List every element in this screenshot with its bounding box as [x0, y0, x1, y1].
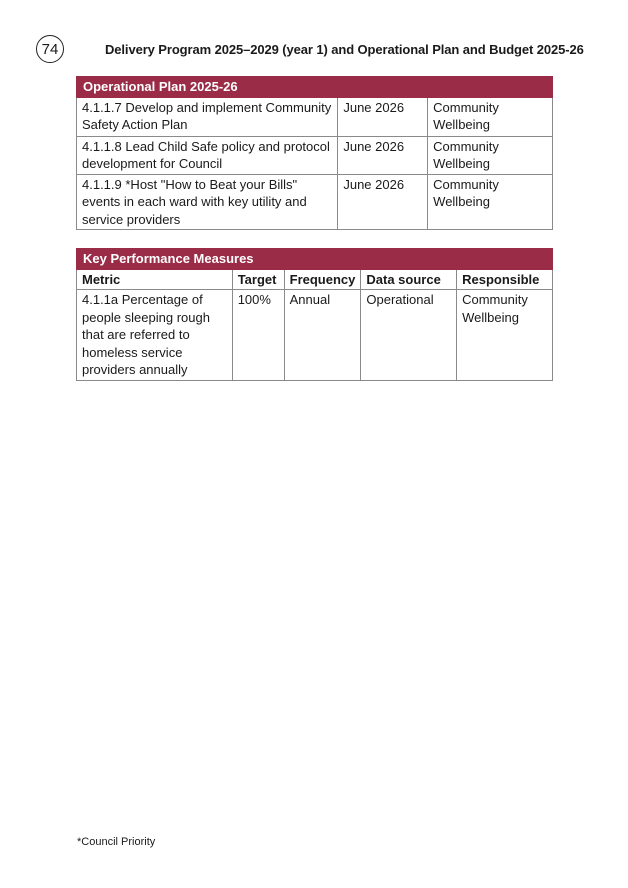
table-row — [77, 97, 553, 136]
owner-cell: Community Wellbeing — [428, 174, 553, 230]
data-source-cell: Operational — [361, 290, 457, 381]
due-cell: June 2026 — [338, 136, 428, 174]
column-header-responsible: Responsible — [457, 269, 553, 290]
operational-plan-table — [76, 76, 553, 230]
table-row — [77, 174, 553, 230]
kpm-banner — [77, 249, 553, 270]
action-cell: 4.1.1.9 *Host "How to Beat your Bills" events in each ward with key utility and service providers — [77, 174, 338, 230]
operational-plan-banner — [77, 77, 553, 98]
frequency-cell: Annual — [284, 290, 361, 381]
page-number: 74 — [36, 35, 64, 63]
kpm-header-row — [77, 269, 553, 290]
column-header-data-source: Data source — [361, 269, 457, 290]
action-cell: 4.1.1.8 Lead Child Safe policy and protocol development for Council — [77, 136, 338, 174]
owner-cell: Community Wellbeing — [428, 136, 553, 174]
due-cell: June 2026 — [338, 97, 428, 136]
key-performance-measures-table — [76, 248, 553, 381]
table-row — [77, 290, 553, 381]
document-title: Delivery Program 2025–2029 (year 1) and Operational Plan and Budget 2025-26 — [105, 42, 584, 57]
table-row — [77, 136, 553, 174]
column-header-target: Target — [232, 269, 284, 290]
action-cell: 4.1.1.7 Develop and implement Community Safety Action Plan — [77, 97, 338, 136]
column-header-frequency: Frequency — [284, 269, 361, 290]
target-cell: 100% — [232, 290, 284, 381]
responsible-cell: Community Wellbeing — [457, 290, 553, 381]
operational-plan-heading: Operational Plan 2025-26 — [77, 77, 553, 98]
metric-cell: 4.1.1a Percentage of people sleeping rough that are referred to homeless service providers annually — [77, 290, 233, 381]
column-header-metric: Metric — [77, 269, 233, 290]
kpm-heading: Key Performance Measures — [77, 249, 553, 270]
due-cell: June 2026 — [338, 174, 428, 230]
footnote: *Council Priority — [77, 836, 156, 848]
owner-cell: Community Wellbeing — [428, 97, 553, 136]
